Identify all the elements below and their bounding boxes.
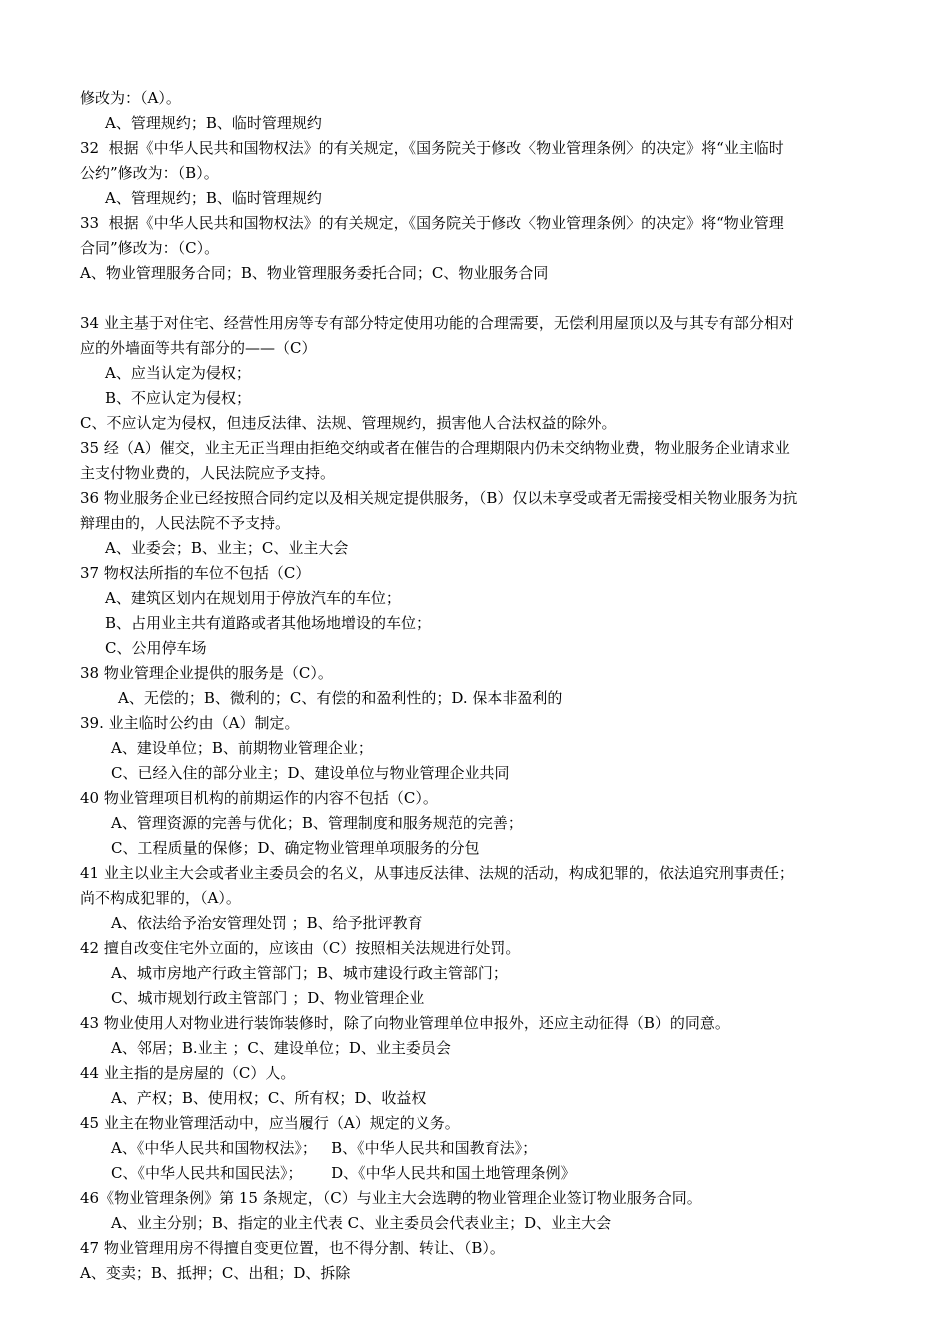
answer-options-line: A、管理规约；B、临时管理规约	[105, 114, 322, 132]
answer-options-line: C、已经入住的部分业主；D、建设单位与物业管理企业共同	[111, 764, 510, 782]
answer-option: B、不应认定为侵权；	[105, 389, 252, 407]
answer-option: C、公用停车场	[105, 639, 207, 657]
question-35: 35 经（A）催交，业主无正当理由拒绝交纳或者在催告的合理期限内仍未交纳物业费，物业服务企业请求业	[80, 439, 790, 457]
answer-options-line: C、工程质量的保修；D、确定物业管理单项服务的分包	[111, 839, 480, 857]
question-42: 42 擅自改变住宅外立面的，应该由（C）按照相关法规进行处罚。	[80, 939, 521, 957]
answer-options-line: A、业主分别；B、指定的业主代表 C、业主委员会代表业主；D、业主大会	[111, 1214, 612, 1232]
text-line: 应的外墙面等共有部分的——（C）	[80, 339, 317, 357]
answer-options-line: C、《中华人民共和国民法》； D、《中华人民共和国土地管理条例》	[111, 1164, 576, 1182]
answer-options-line: A、产权；B、使用权；C、所有权；D、收益权	[111, 1089, 427, 1107]
question-47: 47 物业管理用房不得擅自变更位置，也不得分割、转让、（B）。	[80, 1239, 505, 1257]
question-33: 33 根据《中华人民共和国物权法》的有关规定，《国务院关于修改〈物业管理条例〉的决定》将“物业管理	[80, 214, 784, 232]
question-34: 34 业主基于对住宅、经营性用房等专有部分特定使用功能的合理需要，无偿利用屋顶以及与其专有部分相对	[80, 314, 794, 332]
answer-options-line: A、变卖；B、抵押；C、出租；D、拆除	[80, 1264, 351, 1282]
question-43: 43 物业使用人对物业进行装饰装修时，除了向物业管理单位申报外，还应主动征得（B）的同意。	[80, 1014, 730, 1032]
text-line: 主支付物业费的，人民法院应予支持。	[80, 464, 336, 482]
question-39: 39. 业主临时公约由（A）制定。	[80, 714, 300, 732]
answer-options-line: A、物业管理服务合同；B、物业管理服务委托合同；C、物业服务合同	[80, 264, 549, 282]
answer-options-line: A、管理资源的完善与优化；B、管理制度和服务规范的完善；	[111, 814, 523, 832]
answer-options-line: A、邻居；B.业主 ；C、建设单位；D、业主委员会	[111, 1039, 451, 1057]
text-line: 辩理由的，人民法院不予支持。	[80, 514, 291, 532]
answer-option: A、建筑区划内在规划用于停放汽车的车位；	[105, 589, 401, 607]
text-line: 尚不构成犯罪的，（A）。	[80, 889, 241, 907]
question-36: 36 物业服务企业已经按照合同约定以及相关规定提供服务，（B）仅以未享受或者无需接受相关物业服务为抗	[80, 489, 798, 507]
answer-option: B、占用业主共有道路或者其他场地增设的车位；	[105, 614, 432, 632]
question-46: 46《物业管理条例》第 15 条规定，（C）与业主大会选聘的物业管理企业签订物业服务合同。	[80, 1189, 702, 1207]
answer-options-line: A、城市房地产行政主管部门；B、城市建设行政主管部门；	[111, 964, 508, 982]
answer-options-line: A、依法给予治安管理处罚 ；B、给予批评教育	[111, 914, 423, 932]
text-line: 公约”修改为：（B）。	[80, 164, 219, 182]
question-37: 37 物权法所指的车位不包括（C）	[80, 564, 311, 582]
question-45: 45 业主在物业管理活动中，应当履行（A）规定的义务。	[80, 1114, 460, 1132]
answer-options-line: A、《中华人民共和国物权法》； B、《中华人民共和国教育法》；	[111, 1139, 538, 1157]
answer-option: A、应当认定为侵权；	[105, 364, 251, 382]
text-line: 修改为：（A）。	[80, 89, 181, 107]
question-32: 32 根据《中华人民共和国物权法》的有关规定，《国务院关于修改〈物业管理条例〉的决定》将“业主临时	[80, 139, 784, 157]
question-40: 40 物业管理项目机构的前期运作的内容不包括（C）。	[80, 789, 438, 807]
question-41: 41 业主以业主大会或者业主委员会的名义，从事违反法律、法规的活动，构成犯罪的，依法追究刑事责任；	[80, 864, 794, 882]
answer-options-line: A、无偿的；B、微利的；C、有偿的和盈利性的；D. 保本非盈利的	[118, 689, 563, 707]
question-44: 44 业主指的是房屋的（C）人。	[80, 1064, 296, 1082]
answer-options-line: A、管理规约；B、临时管理规约	[105, 189, 322, 207]
answer-options-line: C、城市规划行政主管部门 ；D、物业管理企业	[111, 989, 425, 1007]
question-38: 38 物业管理企业提供的服务是（C）。	[80, 664, 333, 682]
answer-options-line: A、业委会；B、业主；C、业主大会	[105, 539, 349, 557]
answer-options-line: A、建设单位；B、前期物业管理企业；	[111, 739, 373, 757]
text-line: 合同”修改为：（C）。	[80, 239, 220, 257]
answer-option: C、不应认定为侵权，但违反法律、法规、管理规约，损害他人合法权益的除外。	[80, 414, 617, 432]
